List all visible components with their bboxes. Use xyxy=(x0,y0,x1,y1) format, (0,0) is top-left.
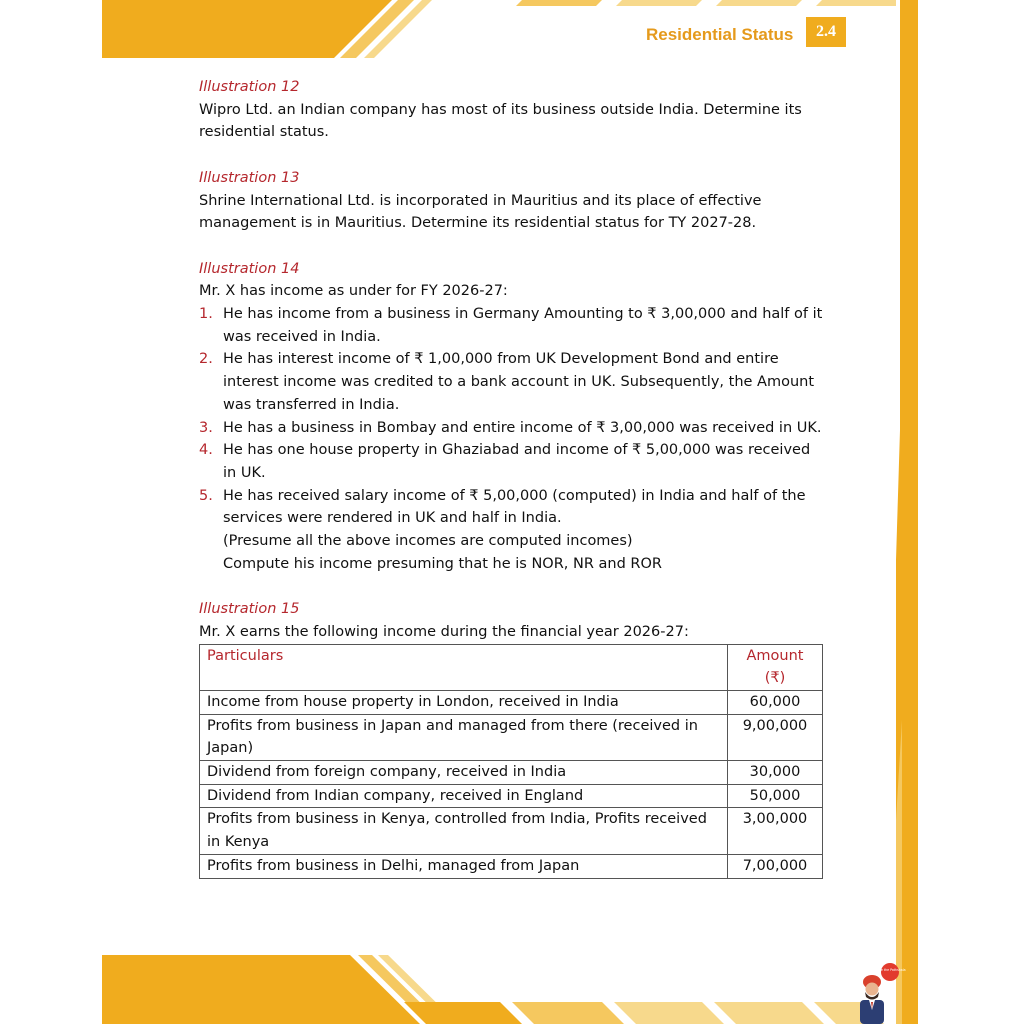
illustration-13-title: Illustration 13 xyxy=(199,169,300,186)
list-item-text: He has interest income of ₹ 1,00,000 from UK Development Bond and entire interest income was credited to a bank account in UK. Subsequently, the Amount was transferred in India. xyxy=(223,351,815,413)
illustration-12-text: Wipro Ltd. an Indian company has most of its business outside India. Determine its residential status. xyxy=(199,101,802,141)
list-item-text: He has one house property in Ghaziabad and income of ₹ 5,00,000 was received in UK. xyxy=(223,442,811,481)
cell-particulars: Profits from business in Delhi, managed from Japan xyxy=(200,854,728,878)
list-item-number: 5. xyxy=(199,487,213,504)
illustration-14-list xyxy=(199,303,824,530)
bottom-decorative-band xyxy=(102,955,918,1024)
list-item-number: 1. xyxy=(199,306,213,322)
income-table xyxy=(199,644,823,879)
list-item-text: He has a business in Bombay and entire income of ₹ 3,00,000 was received in UK. xyxy=(223,419,822,436)
running-header-title: Residential Status xyxy=(646,25,794,44)
cell-amount: 7,00,000 xyxy=(728,854,823,878)
page-number: 2.4 xyxy=(806,17,846,47)
list-item xyxy=(199,439,824,484)
list-item-number: 4. xyxy=(199,442,213,459)
cell-amount: 30,000 xyxy=(728,761,823,785)
illustration-14-title: Illustration 14 xyxy=(199,260,300,277)
illustration-14-intro: Mr. X has income as under for FY 2026-27: xyxy=(199,283,508,300)
list-item-number: 3. xyxy=(199,419,213,436)
mascot-illustration xyxy=(852,962,906,1024)
cell-particulars: Income from house property in London, received in India xyxy=(200,690,728,714)
illustration-14-note: (Presume all the above incomes are computed incomes) xyxy=(223,533,633,550)
column-header-amount: Amount (₹) xyxy=(728,644,823,690)
illustration-15-intro: Mr. X earns the following income during the financial year 2026-27: xyxy=(199,623,689,640)
cell-amount: 3,00,000 xyxy=(728,808,823,854)
cell-particulars: Dividend from foreign company, received in India xyxy=(200,761,728,785)
list-item xyxy=(199,303,824,348)
column-header-particulars: Particulars xyxy=(200,644,728,690)
cell-amount: 60,000 xyxy=(728,690,823,714)
table-header-row xyxy=(200,644,823,690)
table-row xyxy=(200,714,823,760)
mascot-bubble-text: Make the Pathshala xyxy=(874,968,906,972)
list-item xyxy=(199,417,824,440)
table-row xyxy=(200,854,823,878)
list-item xyxy=(199,348,824,416)
main-content xyxy=(199,76,824,879)
list-item-text: He has received salary income of ₹ 5,00,000 (computed) in India and half of the services were rendered in UK and half in India. xyxy=(223,487,806,527)
table-row xyxy=(200,784,823,808)
cell-amount: 9,00,000 xyxy=(728,714,823,760)
cell-particulars: Dividend from Indian company, received in England xyxy=(200,784,728,808)
table-row xyxy=(200,808,823,854)
illustration-15-title: Illustration 15 xyxy=(199,601,300,618)
list-item-text: He has income from a business in Germany Amounting to ₹ 3,00,000 and half of it was received in India. xyxy=(223,306,823,345)
cell-particulars: Profits from business in Kenya, controlled from India, Profits received in Kenya xyxy=(200,808,728,854)
illustration-13-text: Shrine International Ltd. is incorporated in Mauritius and its place of effective management is in Mauritius. Determine its residential status for TY 2027-28. xyxy=(199,192,762,232)
illustration-12-title: Illustration 12 xyxy=(199,79,300,95)
illustration-14-instruction: Compute his income presuming that he is NOR, NR and ROR xyxy=(223,555,663,572)
right-decorative-band xyxy=(896,0,918,1024)
list-item-number: 2. xyxy=(199,351,213,368)
cell-particulars: Profits from business in Japan and managed from there (received in Japan) xyxy=(200,714,728,760)
list-item xyxy=(199,485,824,530)
table-row xyxy=(200,690,823,714)
cell-amount: 50,000 xyxy=(728,784,823,808)
table-row xyxy=(200,761,823,785)
